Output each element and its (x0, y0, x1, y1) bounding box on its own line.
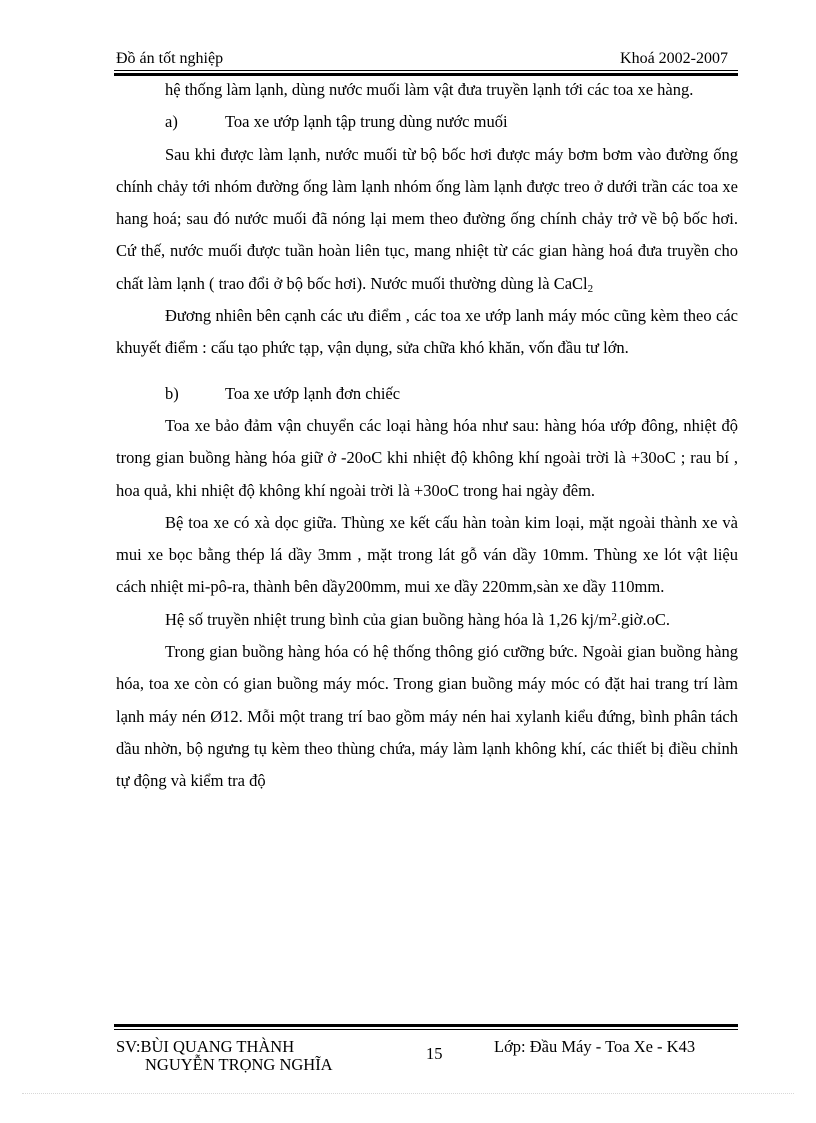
header-course-years: Khoá 2002-2007 (620, 50, 728, 67)
page-bottom-divider (22, 1093, 794, 1094)
section-label-a: a) (165, 112, 178, 132)
footer-class: Lớp: Đầu Máy - Toa Xe - K43 (494, 1037, 696, 1056)
paragraph-brine-cycle (116, 139, 738, 300)
section-heading-a (116, 106, 738, 138)
paragraph-brine-cycle-text: Sau khi được làm lạnh, nước muối từ bộ bốc hơi được máy bơm bơm vào đường ống chính chảy tới nhóm đường ống làm lạnh nhóm ống làm lạnh được treo ở dưới trần các toa xe hang hoá; sau đó nước muối đã nóng lại mem theo đường ống chính chảy trở về bộ bốc hơi. Cứ thế, nước muối được tuần hoàn liên tục, mang nhiệt từ các gian hàng hoá đưa truyền cho chất làm lạnh ( trao đổi ở bộ bốc hơi). Nước muối thường dùng là CaCl (116, 144, 738, 293)
footer-rule-thin (114, 1029, 738, 1030)
section-title-a: Toa xe ướp lạnh tập trung dùng nước muối (225, 112, 508, 132)
section-title-b: Toa xe ướp lạnh đơn chiếc (225, 383, 401, 403)
section-heading-b (116, 378, 738, 410)
page-number: 15 (426, 1044, 443, 1063)
heat-coefficient-text: Hệ số truyền nhiệt trung bình của gian buồng hàng hóa là 1,26 kj/m (165, 609, 612, 629)
paragraph-drawbacks: Đương nhiên bên cạnh các ưu điểm , các toa xe ướp lanh máy móc cũng kèm theo các khuyết điểm : cấu tạo phức tạp, vận dụng, sửa chữa khó khăn, vốn đầu tư lớn. (116, 306, 738, 358)
section-label-b: b) (165, 383, 179, 403)
footer-student-name-1: SV:BÙI QUANG THÀNH (116, 1037, 295, 1056)
footer-rule-thick (114, 1024, 738, 1027)
chemical-subscript: 2 (587, 282, 594, 295)
paragraph-machine-room: Trong gian buồng hàng hóa có hệ thống thông gió cưỡng bức. Ngoài gian buồng hàng hóa, toa xe còn có gian buồng máy móc. Trong gian buồng máy móc có đặt hai trang trí làm lạnh máy nén Ø12. Mỗi một trang trí bao gồm máy nén hai xylanh kiểu đứng, bình phân tách dầu nhờn, bộ ngưng tụ kèm theo thùng chứa, máy làm lạnh không khí, các thiết bị điều chỉnh tự động và kiểm tra độ (116, 642, 738, 791)
header-title: Đồ án tốt nghiệp (116, 50, 224, 67)
paragraph-heat-coefficient (116, 604, 738, 636)
heat-coefficient-unit-tail: .giờ.oC. (616, 609, 671, 629)
paragraph-intro: hệ thống làm lạnh, dùng nước muối làm vật đưa truyền lạnh tới các toa xe hàng. (165, 80, 694, 99)
footer-student-name-2: NGUYỄN TRỌNG NGHĨA (145, 1055, 333, 1074)
body-text (116, 74, 738, 798)
paragraph-gap (116, 365, 738, 378)
unit-superscript: 2 (611, 610, 617, 623)
header-rule-thin (114, 70, 738, 71)
paragraph-car-body: Bệ toa xe có xà dọc giữa. Thùng xe kết cấu hàn toàn kim loại, mặt ngoài thành xe và mui xe bọc bằng thép lá dầy 3mm , mặt trong lát gỗ ván dầy 10mm. Thùng xe lót vật liệu cách nhiệt mi-pô-ra, thành bên dầy200mm, mui xe dầy 220mm,sàn xe dầy 110mm. (116, 512, 738, 597)
paragraph-cargo-temps: Toa xe bảo đảm vận chuyển các loại hàng hóa như sau: hàng hóa ướp đông, nhiệt độ trong gian buồng hàng hóa giữ ở -20oC khi nhiệt độ không khí ngoài trời là +30oC ; rau bí , hoa quả, khi nhiệt độ không khí ngoài trời là +30oC trong hai ngày đêm. (116, 415, 738, 500)
